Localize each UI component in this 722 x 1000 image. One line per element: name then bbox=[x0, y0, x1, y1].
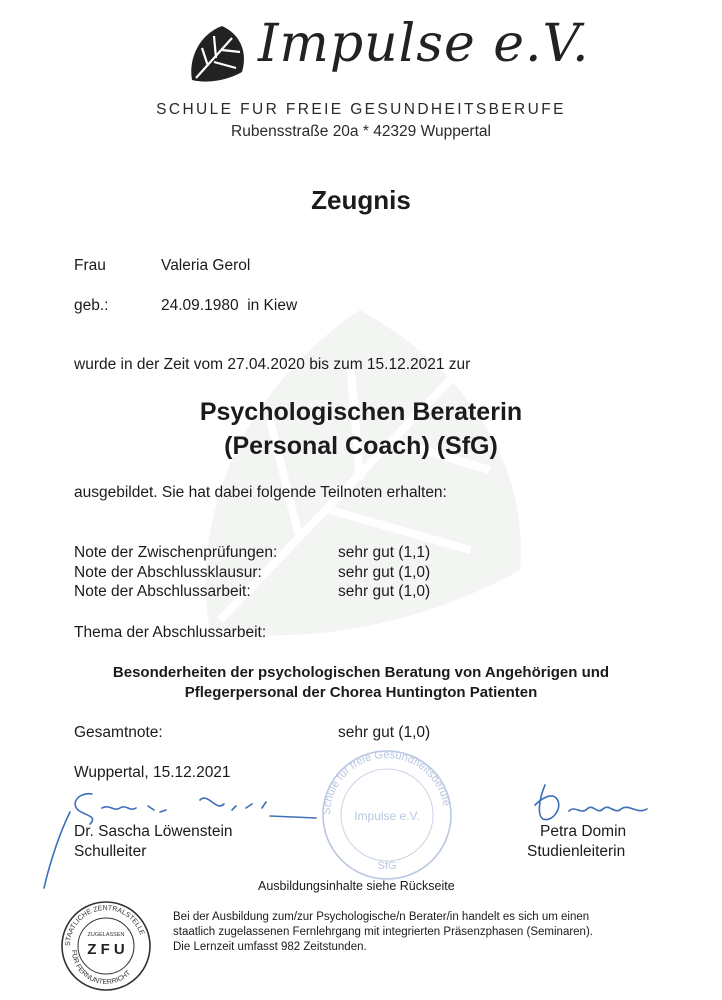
birth-value: 24.09.1980 in Kiew bbox=[161, 297, 298, 314]
salutation-label: Frau bbox=[74, 257, 106, 274]
zfu-middle-text: ZUGELASSEN bbox=[87, 932, 125, 938]
zfu-letters: Z F U bbox=[87, 941, 125, 958]
degree-line-1: Psychologischen Beraterin bbox=[199, 398, 523, 426]
thesis-title-line-1: Besonderheiten der psychologischen Beratung von Angehörigen und bbox=[112, 664, 610, 681]
grade-label: Note der Abschlussarbeit: bbox=[74, 583, 251, 600]
leaf-watermark-icon bbox=[150, 270, 570, 670]
left-signatory-name: Dr. Sascha Löwenstein bbox=[74, 823, 233, 840]
document-title: Zeugnis bbox=[311, 185, 411, 215]
overall-label: Gesamtnote: bbox=[74, 724, 163, 741]
stamp-arc-text: Schule für freie Gesundheitsberufe bbox=[320, 748, 453, 816]
thesis-label: Thema der Abschlussarbeit: bbox=[74, 624, 267, 641]
school-address: Rubensstraße 20a * 42329 Wuppertal bbox=[231, 123, 491, 140]
school-stamp bbox=[312, 745, 462, 880]
svg-text:Schule für freie Gesundheitsbe bbox=[321, 749, 452, 815]
leaf-logo-icon bbox=[188, 22, 248, 86]
zfu-seal-icon bbox=[60, 900, 152, 992]
stamp-bottom-text: SfG bbox=[377, 860, 397, 872]
overall-value: sehr gut (1,0) bbox=[338, 724, 431, 741]
zfu-top-text: STAATLICHE ZENTRALSTELLE bbox=[64, 904, 146, 947]
footer-line-2: staatlich zugelassenen Fernlehrgang mit integrierten Präsenzphasen (Seminaren). bbox=[173, 926, 593, 938]
degree-line-2: (Personal Coach) (SfG) bbox=[224, 432, 498, 460]
school-subtitle: SCHULE FUR FREIE GESUNDHEITSBERUFE bbox=[156, 101, 566, 118]
person-name: Valeria Gerol bbox=[161, 257, 251, 274]
birth-label: geb.: bbox=[74, 297, 109, 314]
place-date: Wuppertal, 15.12.2021 bbox=[74, 764, 231, 781]
grade-label: Note der Zwischenprüfungen: bbox=[74, 544, 278, 561]
footer-line-3: Die Lernzeit umfasst 982 Zeitstunden. bbox=[173, 941, 367, 953]
logo-wordmark: Impulse e.V. bbox=[258, 14, 590, 74]
zfu-bottom-text: FÜR FERNUNTERRICHT bbox=[69, 949, 133, 987]
right-signatory-role: Studienleiterin bbox=[527, 843, 626, 860]
thesis-title-line-2: Pflegerpersonal der Chorea Huntington Patienten bbox=[184, 684, 538, 701]
period-text: wurde in der Zeit vom 27.04.2020 bis zum 15.12.2021 zur bbox=[74, 356, 471, 373]
footer-line-1: Bei der Ausbildung zum/zur Psychologische/n Berater/in handelt es sich um einen bbox=[173, 911, 590, 923]
grade-value: sehr gut (1,0) bbox=[338, 583, 431, 600]
grade-value: sehr gut (1,0) bbox=[338, 564, 431, 581]
intro-text: ausgebildet. Sie hat dabei folgende Teilnoten erhalten: bbox=[74, 484, 447, 501]
grade-value: sehr gut (1,1) bbox=[338, 544, 431, 561]
back-side-note: Ausbildungsinhalte siehe Rückseite bbox=[258, 879, 455, 893]
grade-label: Note der Abschlussklausur: bbox=[74, 564, 262, 581]
stamp-center-text: Impulse e.V. bbox=[354, 809, 420, 823]
right-signatory-name: Petra Domin bbox=[540, 823, 627, 840]
left-signatory-role: Schulleiter bbox=[74, 843, 147, 860]
